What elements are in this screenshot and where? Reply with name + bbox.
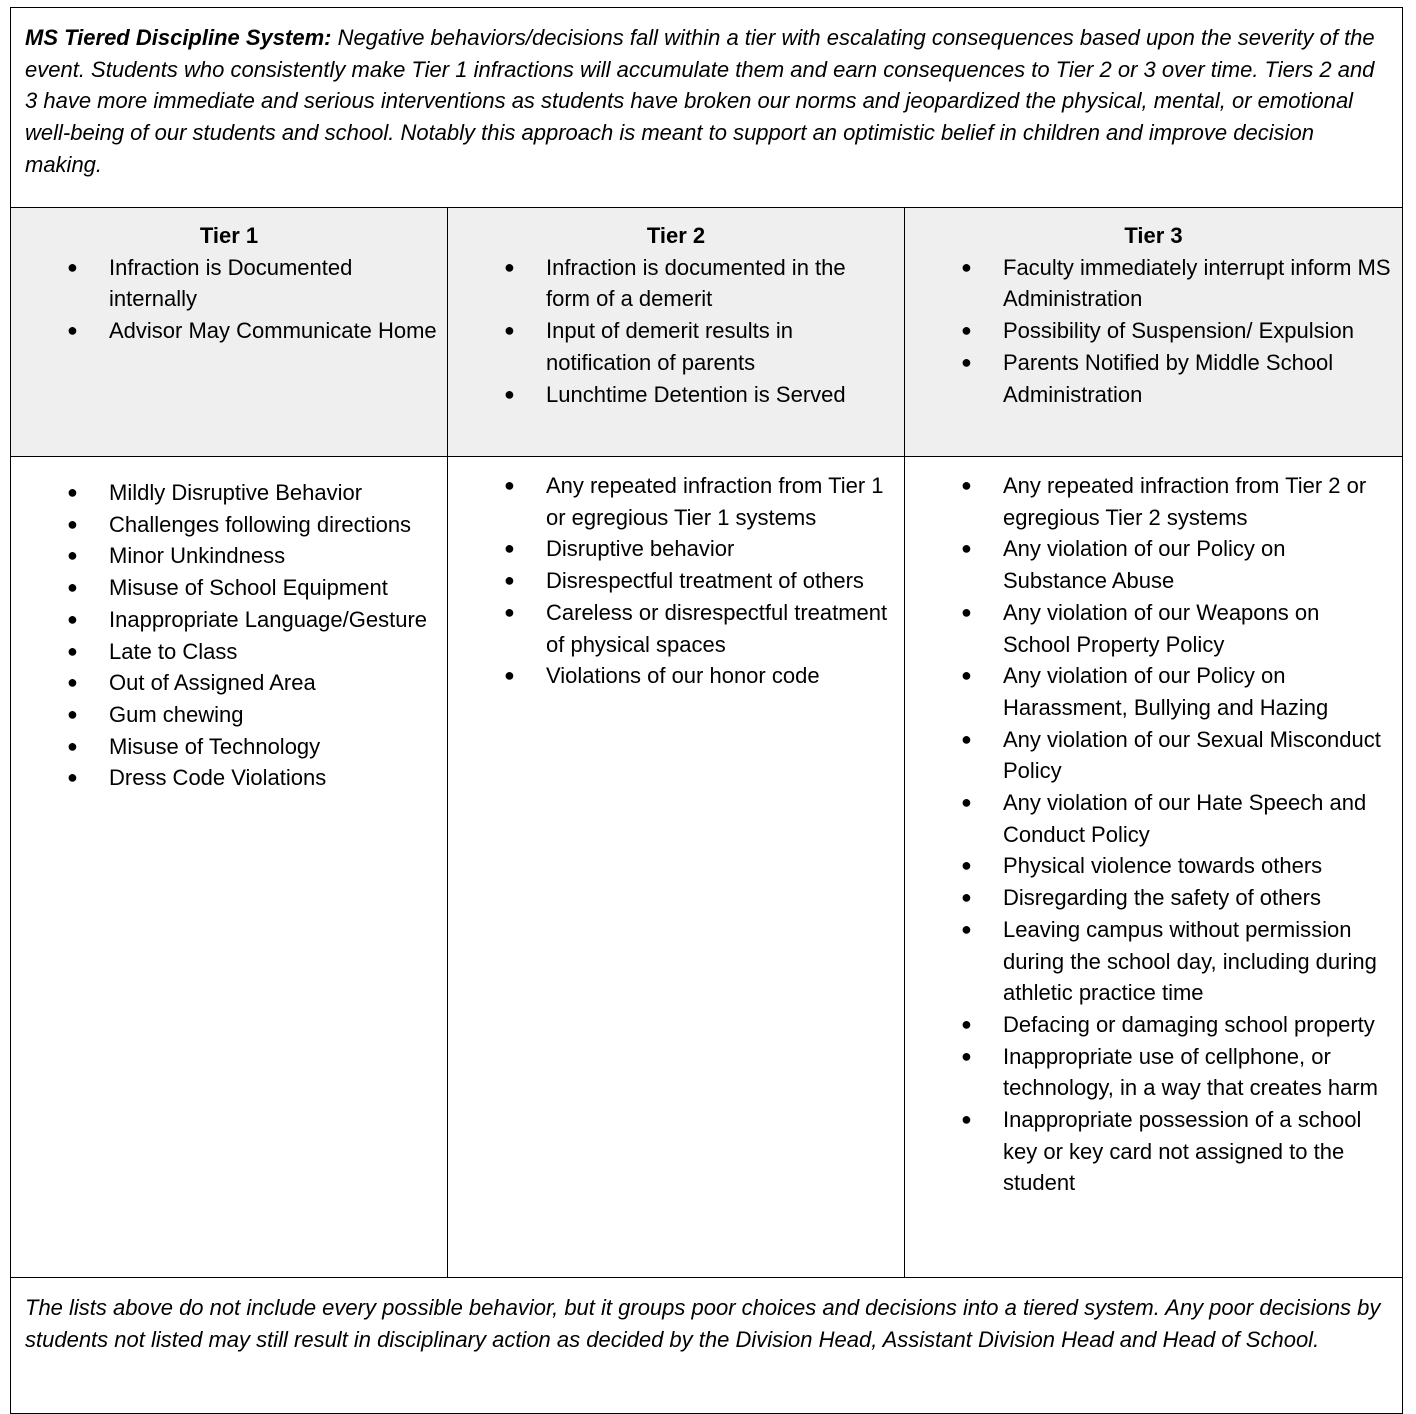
list-item: [448, 252, 904, 315]
tier-behavior-row: [11, 457, 1403, 1278]
list-item: [905, 470, 1402, 533]
list-item-text: Faculty immediately interrupt inform MS Administration: [1003, 254, 1391, 312]
list-item: [11, 540, 447, 572]
list-item-text: Any violation of our Policy on Harassment, Bullying and Hazing: [1003, 663, 1329, 720]
tier-2-consequence-list: [448, 252, 904, 411]
list-item-text: Misuse of Technology: [109, 733, 321, 759]
list-item: [905, 252, 1402, 315]
list-item-text: Misuse of School Equipment: [109, 575, 388, 601]
tier-2-header-cell: [448, 208, 905, 457]
list-item: [11, 252, 447, 315]
bullet-icon: ●: [961, 475, 972, 495]
bullet-icon: ●: [961, 918, 972, 939]
list-item: [905, 914, 1402, 1009]
list-item: [11, 636, 447, 668]
discipline-table: [10, 7, 1403, 1414]
bullet-icon: ●: [504, 256, 515, 277]
tier-1-behavior-cell: [11, 457, 448, 1278]
list-item-text: Any violation of our Policy on Substance Abuse: [1003, 536, 1286, 594]
list-item-text: Out of Assigned Area: [109, 670, 316, 696]
list-item: [905, 1009, 1402, 1041]
list-item-text: Any violation of our Weapons on School Property Policy: [1003, 599, 1320, 657]
bullet-icon: ●: [504, 601, 515, 622]
bullet-icon: ●: [67, 577, 78, 598]
bullet-icon: ●: [67, 482, 78, 502]
list-item: [448, 470, 904, 533]
list-item: [11, 604, 447, 636]
list-item-text: Advisor May Communicate Home: [109, 318, 437, 344]
tier-2-behavior-cell: [448, 457, 905, 1278]
list-item-text: Challenges following directions: [109, 511, 412, 537]
footer-cell: [11, 1278, 1403, 1414]
tier-2-title: Tier 2: [646, 223, 706, 248]
list-item-text: Defacing or damaging school property: [1003, 1011, 1375, 1037]
list-item: [905, 1104, 1402, 1199]
list-item-text: Disregarding the safety of others: [1003, 885, 1321, 911]
list-item: [905, 1041, 1402, 1104]
list-item-text: Possibility of Suspension/ Expulsion: [1003, 318, 1354, 344]
list-item-text: Leaving campus without permission during the school day, including during athletic practice time: [1003, 916, 1377, 1006]
list-item: [905, 850, 1402, 882]
bullet-icon: ●: [504, 538, 515, 559]
tier-header-row: [11, 208, 1403, 457]
bullet-icon: ●: [67, 608, 78, 629]
tier-1-behavior-list: [11, 477, 447, 794]
list-item-text: Any violation of our Sexual Misconduct Policy: [1003, 726, 1381, 784]
tier-1-header-cell: [11, 208, 448, 457]
list-item: [905, 533, 1402, 596]
bullet-icon: ●: [961, 256, 972, 277]
bullet-icon: ●: [961, 665, 972, 686]
list-item: [905, 660, 1402, 723]
list-item: [448, 660, 904, 692]
bullet-icon: ●: [504, 475, 515, 495]
list-item-text: Inappropriate possession of a school key or key card not assigned to the student: [1003, 1107, 1362, 1196]
intro-row: [11, 8, 1403, 208]
bullet-icon: ●: [504, 383, 515, 404]
bullet-icon: ●: [961, 1109, 972, 1130]
tier-1-consequence-list: [11, 252, 447, 347]
list-item-text: Any repeated infraction from Tier 2 or egregious Tier 2 systems: [1003, 473, 1367, 530]
list-item-text: Lunchtime Detention is Served: [546, 381, 846, 407]
list-item: [905, 882, 1402, 914]
bullet-icon: ●: [961, 601, 972, 622]
list-item-text: Disruptive behavior: [546, 536, 735, 562]
bullet-icon: ●: [961, 538, 972, 559]
tier-3-behavior-list: [905, 470, 1402, 1199]
bullet-icon: ●: [961, 887, 972, 908]
list-item-text: Any violation of our Hate Speech and Conduct Policy: [1003, 790, 1367, 847]
list-item: [905, 347, 1402, 410]
intro-cell: [11, 8, 1403, 208]
list-item: [905, 787, 1402, 850]
list-item: [11, 699, 447, 731]
list-item: [11, 509, 447, 541]
list-item-text: Careless or disrespectful treatment of physical spaces: [546, 599, 888, 657]
intro-label: MS Tiered Discipline System:: [25, 25, 332, 50]
footer-row: [11, 1278, 1403, 1414]
list-item: [448, 533, 904, 565]
footer-text: The lists above do not include every possible behavior, but it groups poor choices and decisions into a tiered system. Any poor decisions by students not listed may still result in disciplinary action as decided by the Division Head, Assistant Division Head and Head of School.: [25, 1295, 1381, 1352]
list-item-text: Gum chewing: [109, 701, 244, 727]
list-item: [905, 315, 1402, 347]
list-item-text: Disrespectful treatment of others: [546, 568, 864, 594]
tier-3-consequence-list: [905, 252, 1402, 411]
list-item-text: Mildly Disruptive Behavior: [109, 480, 363, 505]
bullet-icon: ●: [67, 256, 78, 277]
bullet-icon: ●: [961, 1045, 972, 1066]
tier-2-behavior-list: [448, 470, 904, 692]
bullet-icon: ●: [67, 640, 78, 661]
list-item: [11, 667, 447, 699]
bullet-icon: ●: [504, 665, 515, 686]
intro-text: Negative behaviors/decisions fall within a tier with escalating consequences based upon the severity of the event. Students who consistently make Tier 1 infractions will accumulate them and earn consequences to Tier 2 or 3 over time. Tiers 2 and 3 have more immediate and serious interventions as students have broken our norms and jeopardized the physical, mental, or emotional well-being of our students and school. Notably this approach is meant to support an optimistic belief in children and improve decision making.: [25, 25, 1375, 177]
tier-3-behavior-cell: [905, 457, 1403, 1278]
tier-3-header-cell: [905, 208, 1403, 457]
bullet-icon: ●: [961, 792, 972, 813]
list-item-text: Infraction is Documented internally: [109, 254, 353, 312]
list-item-text: Physical violence towards others: [1003, 853, 1323, 879]
tier-1-title: Tier 1: [199, 223, 259, 248]
list-item: [448, 565, 904, 597]
list-item-text: Inappropriate Language/Gesture: [109, 606, 428, 632]
list-item: [11, 731, 447, 763]
list-item: [448, 597, 904, 660]
list-item: [448, 379, 904, 411]
list-item: [448, 315, 904, 378]
list-item-text: Any repeated infraction from Tier 1 or egregious Tier 1 systems: [546, 473, 884, 530]
bullet-icon: ●: [67, 545, 78, 566]
bullet-icon: ●: [67, 672, 78, 693]
list-item-text: Parents Notified by Middle School Administration: [1003, 349, 1334, 407]
list-item-text: Infraction is documented in the form of a demerit: [546, 254, 846, 312]
bullet-icon: ●: [961, 320, 972, 341]
list-item: [905, 724, 1402, 787]
tier-3-title: Tier 3: [1124, 223, 1183, 248]
list-item-text: Inappropriate use of cellphone, or technology, in a way that creates harm: [1003, 1043, 1379, 1101]
bullet-icon: ●: [961, 351, 972, 372]
bullet-icon: ●: [961, 1013, 972, 1034]
bullet-icon: ●: [67, 767, 78, 788]
list-item: [11, 572, 447, 604]
list-item: [905, 597, 1402, 660]
list-item: [11, 315, 447, 347]
list-item-text: Input of demerit results in notification of parents: [546, 318, 794, 375]
bullet-icon: ●: [961, 855, 972, 876]
list-item-text: Dress Code Violations: [109, 765, 327, 791]
bullet-icon: ●: [504, 320, 515, 341]
bullet-icon: ●: [961, 728, 972, 749]
bullet-icon: ●: [504, 570, 515, 591]
list-item: [11, 762, 447, 794]
bullet-icon: ●: [67, 735, 78, 756]
bullet-icon: ●: [67, 513, 78, 534]
list-item-text: Late to Class: [109, 638, 238, 664]
bullet-icon: ●: [67, 320, 78, 341]
list-item-text: Violations of our honor code: [546, 663, 820, 689]
list-item-text: Minor Unkindness: [109, 543, 286, 569]
bullet-icon: ●: [67, 703, 78, 724]
list-item: [11, 477, 447, 509]
